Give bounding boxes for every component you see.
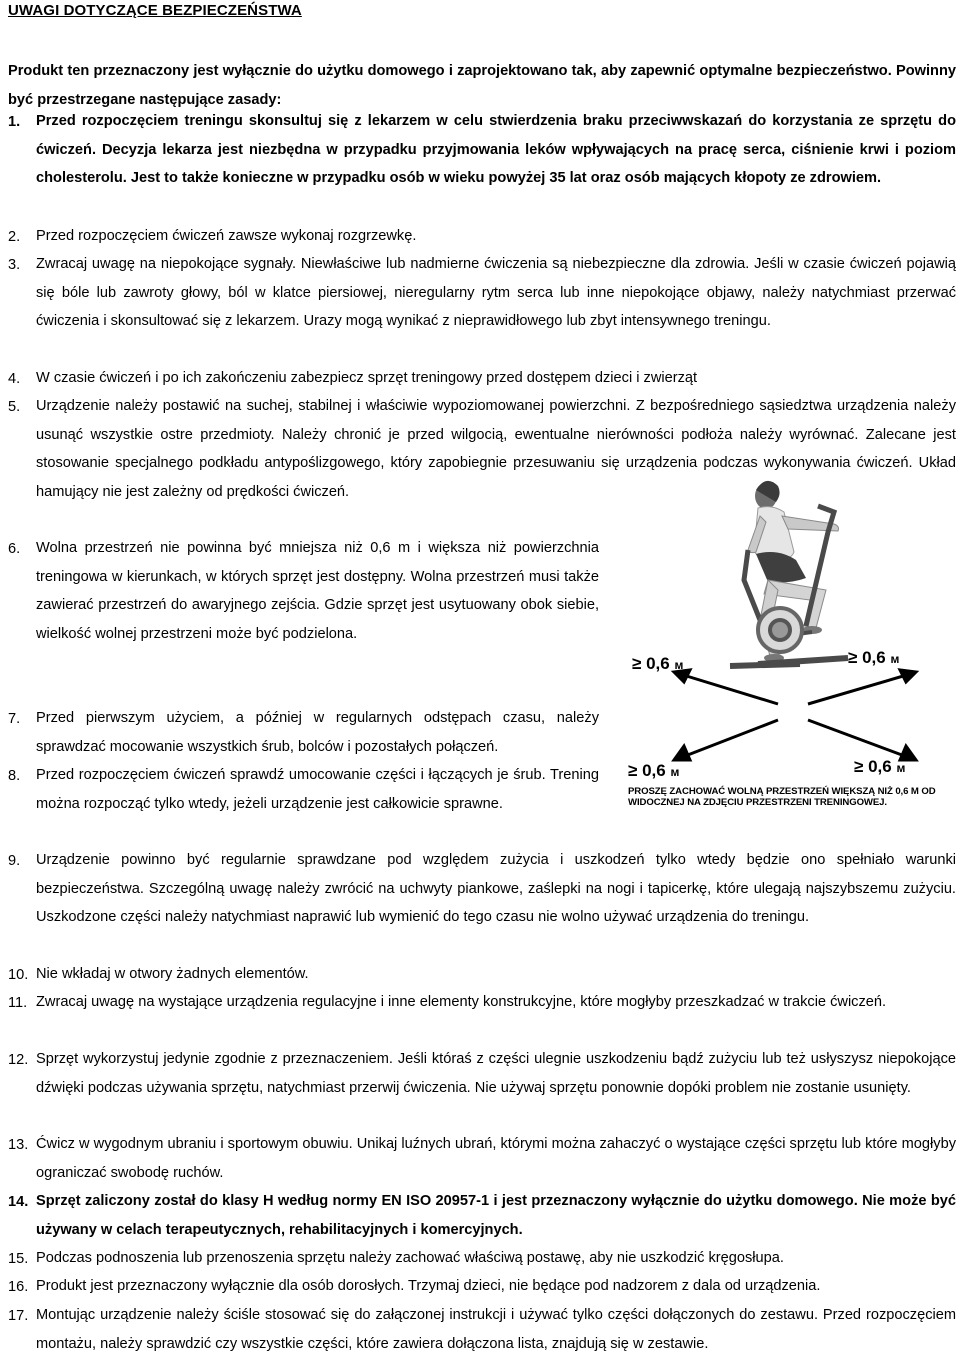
item-number: 1. <box>8 114 21 130</box>
item-number: 17. <box>8 1308 29 1324</box>
item-text: Urządzenie należy postawić na suchej, stabilnej i właściwie wypoziomowanej powierzchni. Z bezpośredniego sąsiedztwa urządzenia należy usunąć wszystkie ostre przedmioty. Należy chronić je przed wilgocią, ewentualne nierówności podłoża należy wyrównać. Zalecane jest stosowanie specjalnego podkładu antypoślizgowego, który zapobiegnie przesuwaniu się urządzenia podczas wykonywania ćwiczeń. Układ hamujący nie jest zależny od prędkości ćwiczeń. <box>36 398 956 500</box>
item-number: 8. <box>8 768 21 784</box>
exercise-bike-illustration <box>618 468 958 838</box>
item-number: 5. <box>8 399 21 415</box>
item-number: 3. <box>8 257 21 273</box>
item-number: 13. <box>8 1137 29 1153</box>
item-text: Zwracaj uwagę na niepokojące sygnały. Niewłaściwe lub nadmierne ćwiczenia są niebezpieczne dla zdrowia. Jeśli w czasie ćwiczeń pojawią się bóle lub zawroty głowy, ból w klatce piersiowej, nieregularny rytm serca lub inne niepokojące objawy, należy natychmiast przerwać ćwiczenia i skonsultować się z lekarzem. Urazy mogą wynikać z nieprawidłowego lub zbyt intensywnego treningu. <box>36 256 956 329</box>
item-number: 6. <box>8 541 21 557</box>
item-number: 14. <box>8 1194 29 1210</box>
item-number: 15. <box>8 1251 29 1267</box>
clearance-label-top-left: ≥ 0,6 м <box>632 654 684 673</box>
clearance-label-bottom-right: ≥ 0,6 м <box>854 757 906 776</box>
clearance-label-bottom-left: ≥ 0,6 м <box>628 761 680 780</box>
item-text: Urządzenie powinno być regularnie sprawdzane pod względem zużycia i uszkodzeń tylko wtedy będzie ono spełniało warunki bezpieczeństwa. Szczególną uwagę należy zwrócić na uchwyty piankowe, zaślepki na nogi i tapicerkę, które ulegają najszybszemu zużyciu. Uszkodzone części należy natychmiast naprawić lub wymienić do tego czasu nie wolno używać urządzenia do treningu. <box>36 852 956 925</box>
item-text: Sprzęt zaliczony został do klasy H według normy EN ISO 20957-1 i jest przeznaczony wyłącznie do użytku domowego. Nie może być używany w celach terapeutycznych, rehabilitacyjnych i komercyjnych. <box>36 1193 956 1238</box>
item-number: 7. <box>8 711 21 727</box>
item-text: Produkt jest przeznaczony wyłącznie dla osób dorosłych. Trzymaj dzieci, nie będące pod nadzorem z dala od urządzenia. <box>36 1278 821 1294</box>
item-text: Montując urządzenie należy ściśle stosować się do załączonej instrukcji i używać tylko części dołączonych do zestawu. Przed rozpoczęciem montażu, należy sprawdzić czy wszystkie części, które zawiera dołączona lista, znajdują się w zestawie. <box>36 1307 956 1352</box>
item-number: 12. <box>8 1052 29 1068</box>
document-title: UWAGI DOTYCZĄCE BEZPIECZEŃSTWA <box>8 2 302 19</box>
item-text: Podczas podnoszenia lub przenoszenia sprzętu należy zachować właściwą postawę, aby nie uszkodzić kręgosłupa. <box>36 1250 784 1266</box>
clearance-label-top-right: ≥ 0,6 м <box>848 648 900 667</box>
item-text: Zwracaj uwagę na wystające urządzenia regulacyjne i inne elementy konstrukcyjne, które mogłyby przeszkadzać w trakcie ćwiczeń. <box>36 994 887 1010</box>
clearance-arrows <box>674 670 916 760</box>
item-text: Przed rozpoczęciem ćwiczeń zawsze wykonaj rozgrzewkę. <box>36 228 417 244</box>
item-text: Sprzęt wykorzystuj jedynie zgodnie z przeznaczeniem. Jeśli któraś z części ulegnie uszkodzeniu bądź zużyciu lub też usłyszysz niepokojące dźwięki podczas używania sprzętu, natychmiast przerwij ćwiczenia. Nie używaj sprzętu ponownie dopóki problem nie zostanie usunięty. <box>36 1051 956 1096</box>
item-text: Wolna przestrzeń nie powinna być mniejsza niż 0,6 m i większa niż powierzchnia treningowa w kierunkach, w których sprzęt jest dostępny. Wolna przestrzeń musi także zawierać przestrzeń do awaryjnego zejścia. Gdzie sprzęt jest usytuowany obok siebie, wielkość wolnej przestrzeni może być podzielona. <box>36 540 599 642</box>
exercise-bike-figure <box>618 468 958 838</box>
item-number: 4. <box>8 371 21 387</box>
item-text: W czasie ćwiczeń i po ich zakończeniu zabezpiecz sprzęt treningowy przed dostępem dzieci i zwierząt <box>36 370 698 386</box>
item-text: Przed pierwszym użyciem, a później w regularnych odstępach czasu, należy sprawdzać mocowanie wszystkich śrub, bolców i pozostałych połączeń. <box>36 710 599 755</box>
item-text: Ćwicz w wygodnym ubraniu i sportowym obuwiu. Unikaj luźnych ubrań, którymi można zahaczyć o wystające części sprzętu lub które mogłyby ograniczać swobodę ruchów. <box>36 1136 956 1181</box>
item-text: Przed rozpoczęciem ćwiczeń sprawdź umocowanie części i łączących je śrub. Trening można rozpocząć tylko wtedy, jeżeli urządzenie jest całkowicie sprawne. <box>36 767 599 812</box>
item-text: Przed rozpoczęciem treningu skonsultuj się z lekarzem w celu stwierdzenia braku przeciwwskazań do korzystania ze sprzętu do ćwiczeń. Decyzja lekarza jest niezbędna w przypadku przyjmowania leków wpływających na pracę serca, ciśnienie krwi i poziom cholesterolu. Jest to także konieczne w przypadku osób w wieku powyżej 35 lat oraz osób mających kłopoty ze zdrowiem. <box>36 113 956 186</box>
item-number: 9. <box>8 853 21 869</box>
figure-caption: PROSZĘ ZACHOWAĆ WOLNĄ PRZESTRZEŃ WIĘKSZĄ NIŻ 0,6 M OD WIDOCZNEJ NA ZDJĘCIU PRZESTRZENI TRENINGOWEJ. <box>628 786 936 808</box>
item-number: 11. <box>8 995 28 1011</box>
item-number: 16. <box>8 1279 29 1295</box>
item-number: 10. <box>8 967 29 983</box>
item-text: Nie wkładaj w otwory żadnych elementów. <box>36 966 309 982</box>
intro-paragraph: Produkt ten przeznaczony jest wyłącznie do użytku domowego i zaprojektowano tak, aby zapewnić optymalne bezpieczeństwo. Powinny być przestrzegane następujące zasady: <box>8 63 956 108</box>
item-number: 2. <box>8 229 21 245</box>
